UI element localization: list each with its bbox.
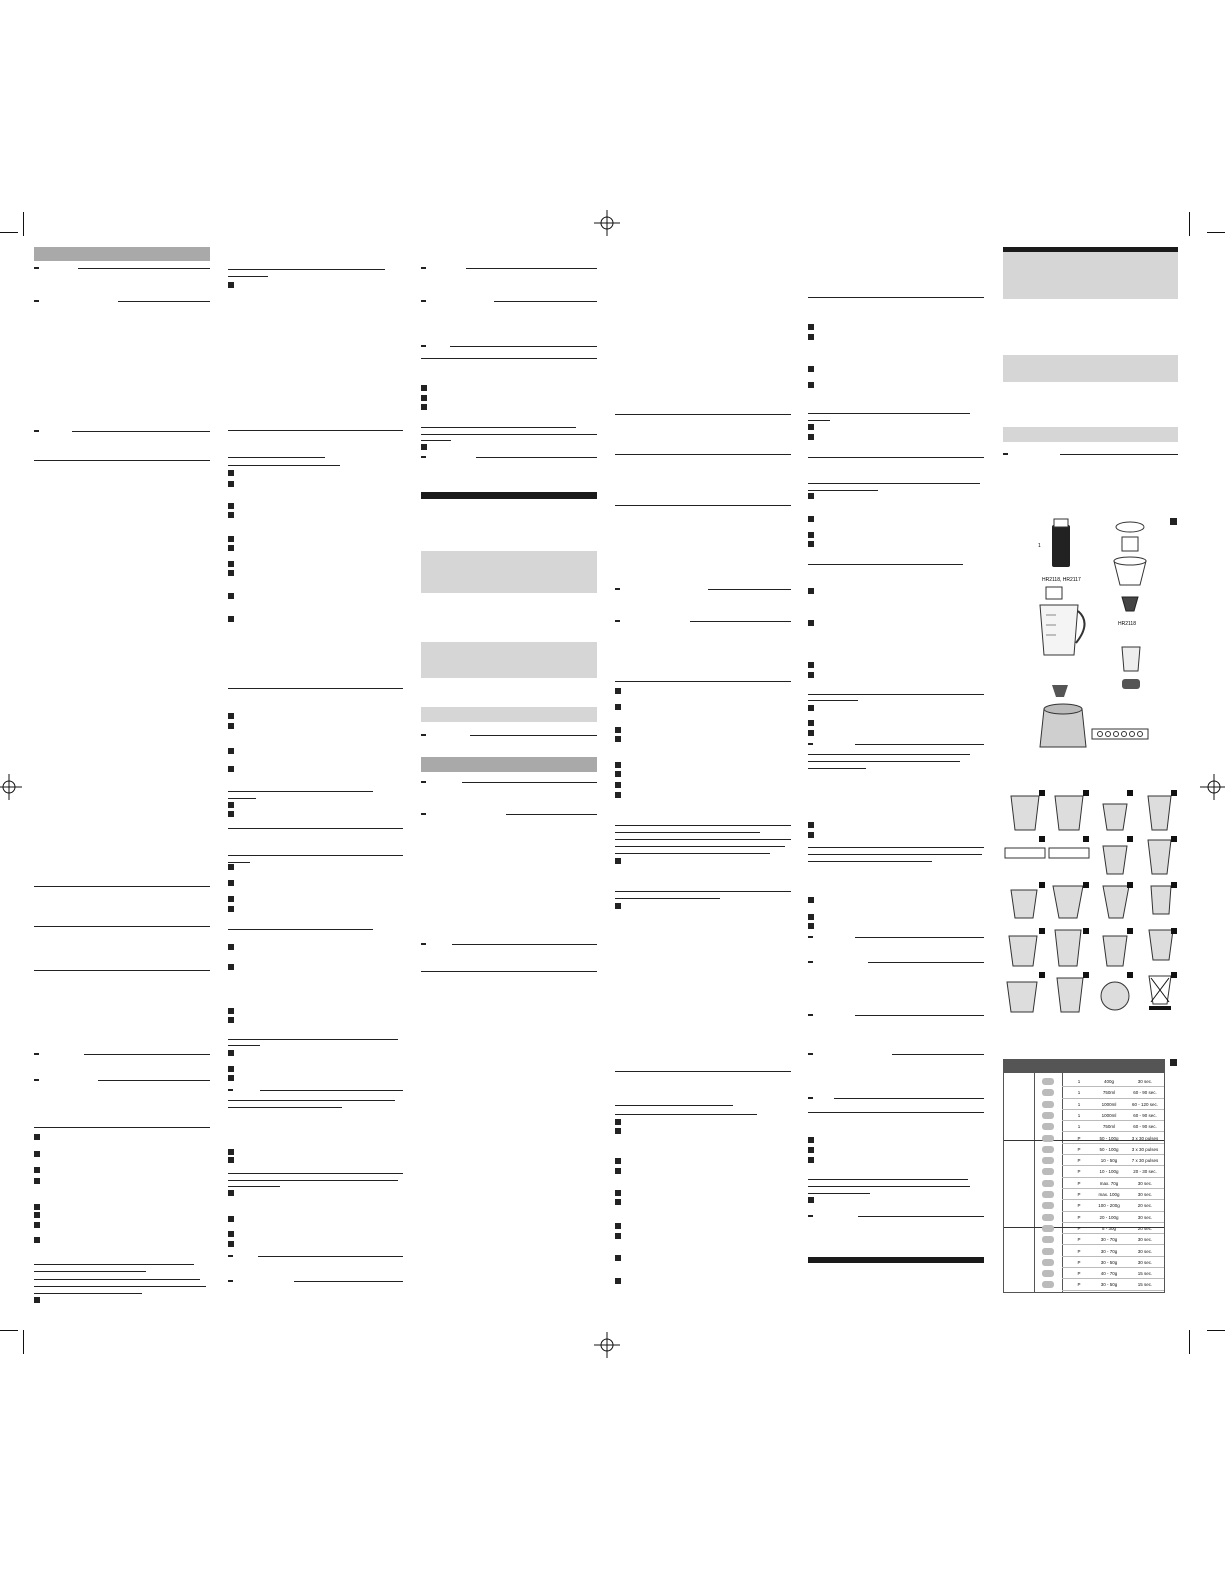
table-cell: P [1077,1271,1081,1277]
section-header-dark [421,492,597,499]
table-cell: P [1077,1158,1081,1164]
table-cell: 100 - 200g [1098,1203,1120,1209]
ingredient-icon [1042,1259,1054,1266]
table-cell: 60 - 90 sec. [1133,1124,1157,1130]
table-cell: 30 sec. [1137,1214,1153,1220]
ingredient-icon [1042,1236,1054,1243]
table-cell: max. 70g [1099,1180,1119,1186]
ingredient-icon [1042,1214,1054,1221]
ingredient-icon [1042,1089,1054,1096]
model-label-2: HR2118 [1118,621,1136,627]
ingredient-icon [1042,1123,1054,1130]
section-header-bar [34,247,210,261]
table-row [1004,1099,1164,1110]
table-cell: P [1077,1180,1081,1186]
note-box [421,642,597,678]
ingredient-icon [1042,1157,1054,1164]
table-cell: 30 - 50g [1100,1282,1118,1288]
ingredient-icon [1042,1202,1054,1209]
table-row [1004,1200,1164,1211]
table-cell: P [1077,1237,1081,1243]
table-cell: 30 - 50g [1100,1259,1118,1265]
table-cell: 30 sec. [1137,1079,1153,1084]
table-cell: P [1077,1225,1081,1231]
table-cell: 5 - 30g [1101,1225,1116,1231]
table-cell: 20 sec. [1137,1203,1153,1209]
table-cell: 750ml [1102,1090,1116,1096]
table-cell: P [1077,1259,1081,1265]
table-row [1004,1121,1164,1132]
table-cell: 10 - 50g [1100,1158,1118,1164]
quantities-table [1003,1059,1165,1293]
cover-box [1003,252,1178,299]
table-cell: P [1077,1248,1081,1254]
registration-mark-right [1200,774,1225,800]
table-cell: 30 sec. [1137,1248,1153,1254]
table-cell: P [1077,1203,1081,1209]
table-cell: P [1077,1282,1081,1288]
ingredient-icon [1042,1270,1054,1277]
table-cell: 30 - 70g [1100,1237,1118,1243]
table-row [1004,1223,1164,1234]
table-cell: 30 sec. [1137,1237,1153,1243]
table-cell: 1 [1077,1112,1081,1118]
table-cell: 60 - 90 sec. [1133,1112,1157,1118]
table-cell: 3 x 30 pulses [1131,1146,1159,1152]
table-cell: 40 - 70g [1100,1271,1118,1277]
table-cell: 400g [1103,1079,1114,1084]
table-cell: 50 - 100g [1099,1146,1119,1152]
table-cell: 3 x 30 pulses [1131,1135,1159,1141]
table-row [1004,1189,1164,1200]
table-cell: 30 sec. [1137,1192,1153,1197]
table-row [1004,1234,1164,1245]
ingredient-icon [1042,1168,1054,1175]
registration-mark-bottom [594,1332,620,1358]
table-row [1004,1087,1164,1098]
note-box [421,551,597,593]
table-row [1004,1110,1164,1121]
ingredient-icon [1042,1112,1054,1119]
table-cell: 60 - 120 sec. [1131,1101,1158,1107]
table-cell: 30 sec. [1137,1259,1153,1265]
table-row [1004,1212,1164,1223]
table-cell: 20 - 30 sec. [1133,1169,1157,1175]
section-footer-dark [808,1257,984,1263]
table-row [1004,1166,1164,1177]
table-cell: P [1077,1214,1081,1220]
table-cell: P [1077,1146,1081,1152]
table-cell: 1000ml [1101,1101,1117,1107]
ingredient-icon [1042,1101,1054,1108]
table-row [1004,1246,1164,1257]
table-cell: 1 [1077,1101,1081,1107]
table-cell: 1 [1077,1090,1081,1096]
cover-box [1003,355,1178,382]
table-cell: 1000ml [1101,1112,1117,1118]
table-cell: 15 sec. [1137,1282,1153,1288]
table-cell: 1 [1077,1079,1081,1084]
table-cell: 7 x 30 pulses [1131,1158,1159,1164]
ingredient-icon [1042,1191,1054,1198]
model-label: HR2118, HR2117 [1042,577,1081,583]
table-cell: P [1077,1192,1081,1197]
table-row [1004,1257,1164,1268]
ingredient-icon [1042,1135,1054,1142]
table-cell: 60 - 90 sec. [1133,1090,1157,1096]
table-cell: 15 sec. [1137,1271,1153,1277]
svg-text:1: 1 [1038,543,1041,549]
table-cell: 20 sec. [1137,1225,1153,1231]
table-cell: 50 - 100g [1099,1135,1119,1141]
ingredient-icon [1042,1180,1054,1187]
ingredient-icon [1042,1248,1054,1255]
cover-box [1003,427,1178,442]
table-cell: P [1077,1135,1081,1141]
product-overview-diagram [1030,515,1160,765]
table-cell: 30 - 70g [1100,1248,1118,1254]
ingredient-icon [1042,1146,1054,1153]
ingredient-icon [1042,1225,1054,1232]
table-cell: 750ml [1102,1124,1116,1130]
table-cell: 10 - 100g [1099,1169,1119,1175]
table-cell: 1 [1077,1124,1081,1130]
registration-mark-left [0,774,22,800]
table-cell: max. 100g [1098,1192,1120,1197]
ingredient-icon [1042,1281,1054,1288]
note-box [421,707,597,722]
section-header-bar [421,757,597,772]
table-row [1004,1133,1164,1144]
ingredient-icon [1042,1078,1054,1085]
table-row [1004,1279,1164,1290]
table-cell: P [1077,1169,1081,1175]
registration-mark-top [594,210,620,236]
table-cell: 30 sec. [1137,1180,1153,1186]
table-row [1004,1268,1164,1279]
table-cell: 20 - 100g [1099,1214,1119,1220]
usage-steps-illustrations [1003,790,1178,1020]
table-row [1004,1076,1164,1087]
table-row [1004,1144,1164,1155]
table-row [1004,1178,1164,1189]
table-row [1004,1155,1164,1166]
